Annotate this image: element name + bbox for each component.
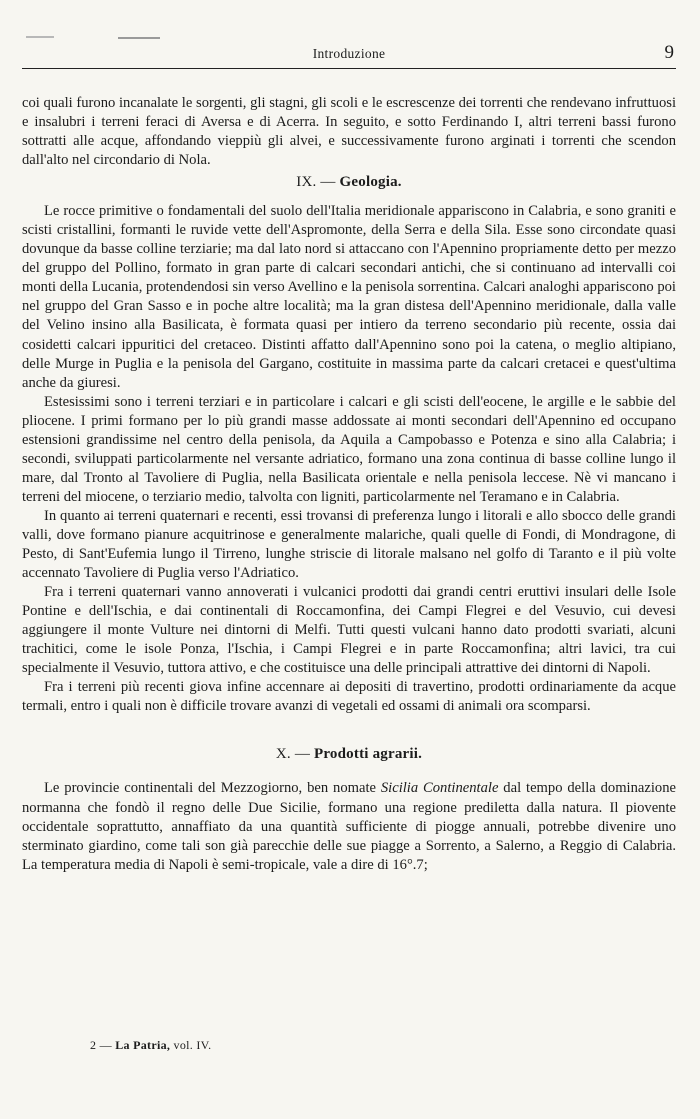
section-number: IX. — [296,174,336,191]
section-number: X. — [275,746,311,763]
section-title: Prodotti agrarii. [313,746,423,763]
text-run: dal tempo della dominazione normanna che fondò il regno delle Due Sicilie, formano una regione prediletta dalla natura. Il piovente occidentale soprattutto, annaffiato da una quantità sufficiente di piogge annuali, potrebbe divenire uno sterminato giardino, come tali son già parecchie delle sue piagge a Sorrento, a Salerno, a Reggio di Calabria. La temperatura media di Napoli è semi-tropicale, vale a dire di 16°.7; [22,780,676,873]
page-number: 9 [664,42,674,63]
paragraph-travertine: Fra i terreni più recenti giova infine accennare ai depositi di travertino, prodotti ordinariamente da acque termali, entro i quali non è difficile trovare avanzi di vegetali ed ossami di animali ora scomparsi. [22,679,676,715]
italic-term: Sicilia Continentale [380,780,499,797]
paragraph-primitive-rocks: Le rocce primitive o fondamentali del suolo dell'Italia meridionale appariscono in Calabria, e sono graniti e scisti cristallini, formanti le ruvide vette dell'Aspromonte, della Serra e della Sila. Esse sono circondate quasi dovunque da basse colline terziarie; ma dal lato nord si attaccano con l'Apennino propriamente detto per mezzo del gruppo del Pollino, formato in gran parte di calcari secondari antichi, che si continuano ad intervalli coi monti della Lucania, protendendosi sin verso Avellino e la penisola sorrentina. Calcari analoghi appariscono poi nel gruppo del Gran Sasso e in poche altre località; ma la gran distesa dell'Apennino meridionale, dalla valle del Velino insino alla Basilicata, è formata quasi per intiero da terreno secondario più recente, ossia dai cosidetti calcari ippuritici del cretaceo. Distinti affatto dall'Apennino sono poi la catena, o meglio altipiano, delle Murge in Puglia e la penisola del Gargano, costituite in massima parte da calcari cretacei e quest'ultima anche da giuresi. [22,203,676,391]
publication-title: La Patria, [115,1038,171,1052]
text-run: Le provincie continentali del Mezzogiorno, ben nomate [44,780,381,797]
section-heading-geologia [22,174,676,191]
paragraph-agricultural-products [22,779,676,874]
paragraph-hydraulic-works: coi quali furono incanalate le sorgenti, gli stagni, gli scoli e le escrescenze dei torrenti che rendevano infruttuosi e insalubri i terreni feraci di Aversa e di Acerra. In seguito, e sotto Ferdinando I, altri terreni bassi furono sottratti alle acque, affondando vieppiù gli alvei, e successivamente furono arginati i torrenti che scendon dall'alto nel circondario di Nola. [22,95,676,169]
signature-footer [90,1038,211,1053]
signature-mark: 2 — [90,1038,112,1052]
section-heading-prodotti-agrarii [22,746,676,763]
running-head [22,38,676,69]
section-title: Geologia. [339,174,402,191]
body-text [22,94,676,875]
running-head-title: Introduzione [312,46,386,61]
paragraph-volcanic-products: Fra i terreni quaternari vanno annoverati i vulcanici prodotti dai grandi centri eruttivi insulari delle Isole Pontine e dell'Ischia, e dai continentali di Roccamonfina, dei Campi Flegrei e del Vesuvio, cui devesi aggiungere il monte Vulture nei dintorni di Melfi. Tutti questi vulcani hanno dato prodotti svariati, alcuni trachitici, come le isole Ponza, l'Ischia, i Campi Flegrei e in parte Roccamonfina; altri lavici, tra cui specialmente il Vesuvio, tuttora attivo, e che costituisce una delle principali attrattive dei dintorni di Napoli. [22,584,676,677]
paragraph-quaternary-terrains: In quanto ai terreni quaternari e recenti, essi trovansi di preferenza lungo i litorali e allo sbocco delle grandi valli, dove formano pianure acquitrinose e generalmente malariche, quali quelle di Fondi, di Mondragone, di Pesto, di Sant'Eufemia lungo il Tirreno, lunghe striscie di litorale malsano nel golfo di Taranto e il più volte accennato Tavoliere di Puglia verso l'Adriatico. [22,507,676,582]
volume-label: vol. IV. [173,1038,212,1052]
paragraph-tertiary-terrains: Estesissimi sono i terreni terziari e in particolare i calcari e gli scisti dell'eocene, le argille e le sabbie del pliocene. I primi formano per lo più grandi masse addossate ai monti secondari dell'Apennino ed occupano estensioni grandissime nel centro della penisola, da Aquila a Campobasso e Potenza e sino alla Calabria; i secondi, sviluppati particolarmente nel versante adriatico, formano una zona continua di basse colline lungo il mare, dal Tronto al Tavoliere di Puglia, nella Basilicata orientale e nella penisola leccese. Nè vi mancano i terreni del miocene, o terziario medio, talvolta con ligniti, particolarmente nel Teramano e in Calabria. [22,393,676,505]
